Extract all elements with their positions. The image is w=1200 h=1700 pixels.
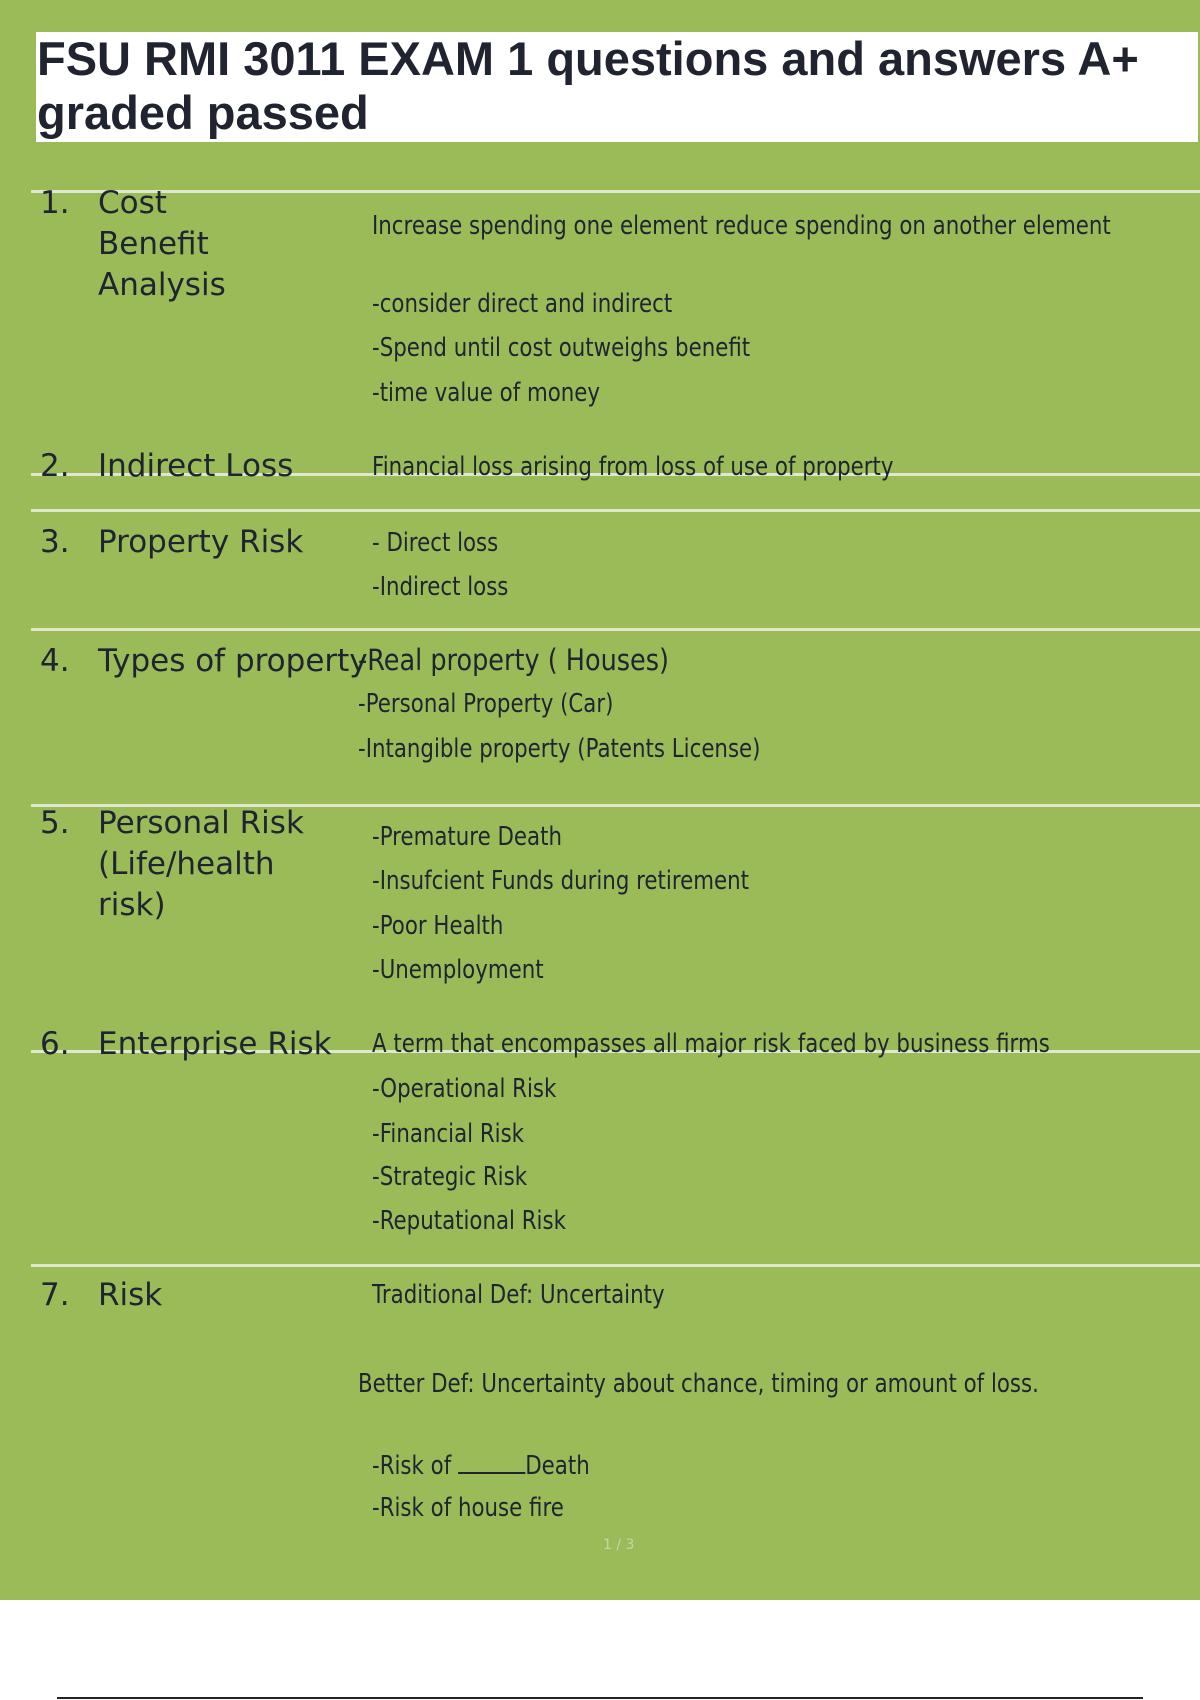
item-answer-line: -Financial Risk [372, 1119, 525, 1149]
item-answer-line: -Real property ( Houses) [358, 643, 669, 677]
item-number: 7. [40, 1277, 70, 1313]
item-term: Personal Risk [98, 805, 304, 841]
item-answer-line: -Strategic Risk [372, 1162, 528, 1192]
item-answer-line: -Operational Risk [372, 1074, 557, 1104]
item-answer-line: -consider direct and indirect [372, 289, 673, 319]
item-answer-line: -Insufcient Funds during retirement [372, 866, 749, 896]
item-term: risk) [98, 887, 166, 923]
item-answer-line: -Intangible property (Patents License) [358, 734, 761, 764]
item-answer-line: Traditional Def: Uncertainty [372, 1280, 665, 1310]
document-title: FSU RMI 3011 EXAM 1 questions and answers A+ graded passed [37, 32, 1139, 139]
item-term: (Life/health [98, 846, 275, 882]
item-term: Indirect Loss [98, 448, 294, 484]
item-answer-text: -Risk of [372, 1451, 452, 1481]
footer-divider [57, 1697, 1143, 1699]
item-answer-line: -Risk of house fire [372, 1493, 564, 1523]
item-answer-line: -Indirect loss [372, 572, 509, 602]
item-answer-line: Increase spending one element reduce spending on another element [372, 211, 1111, 241]
item-number: 1. [40, 185, 70, 221]
item-number: 6. [40, 1026, 70, 1062]
item-answer-line: -Personal Property (Car) [358, 689, 614, 719]
item-term: Cost [98, 185, 167, 221]
row-divider [31, 1264, 1200, 1267]
item-number: 2. [40, 448, 70, 484]
item-number: 5. [40, 805, 70, 841]
title-box [36, 32, 1198, 142]
item-term: Property Risk [98, 524, 304, 560]
item-answer-text: Death [525, 1451, 590, 1481]
row-divider [31, 509, 1200, 512]
item-answer-line: Better Def: Uncertainty about chance, timing or amount of loss. [358, 1369, 1039, 1399]
item-answer-line: -Premature Death [372, 822, 562, 852]
item-number: 3. [40, 524, 70, 560]
item-answer-line-with-blank [372, 1446, 590, 1483]
item-term: Types of property [98, 643, 368, 679]
item-answer-line: -Spend until cost outweighs benefit [372, 333, 751, 363]
item-answer-line: -Unemployment [372, 955, 544, 985]
item-answer-line: Financial loss arising from loss of use of property [372, 452, 894, 482]
item-term: Analysis [98, 267, 226, 303]
fill-in-blank [458, 1446, 525, 1474]
item-term: Benefit [98, 226, 209, 262]
item-answer-line: - Direct loss [372, 528, 499, 558]
item-term: Risk [98, 1277, 163, 1313]
item-answer-line: -time value of money [372, 378, 601, 408]
item-answer-line: -Poor Health [372, 911, 504, 941]
row-divider [31, 190, 1200, 193]
item-answer-line: -Reputational Risk [372, 1206, 566, 1236]
item-term: Enterprise Risk [98, 1026, 332, 1062]
page-number: 1 / 3 [603, 1537, 635, 1553]
item-answer-line: A term that encompasses all major risk faced by business firms [372, 1029, 1050, 1059]
row-divider [31, 628, 1200, 631]
item-number: 4. [40, 643, 70, 679]
